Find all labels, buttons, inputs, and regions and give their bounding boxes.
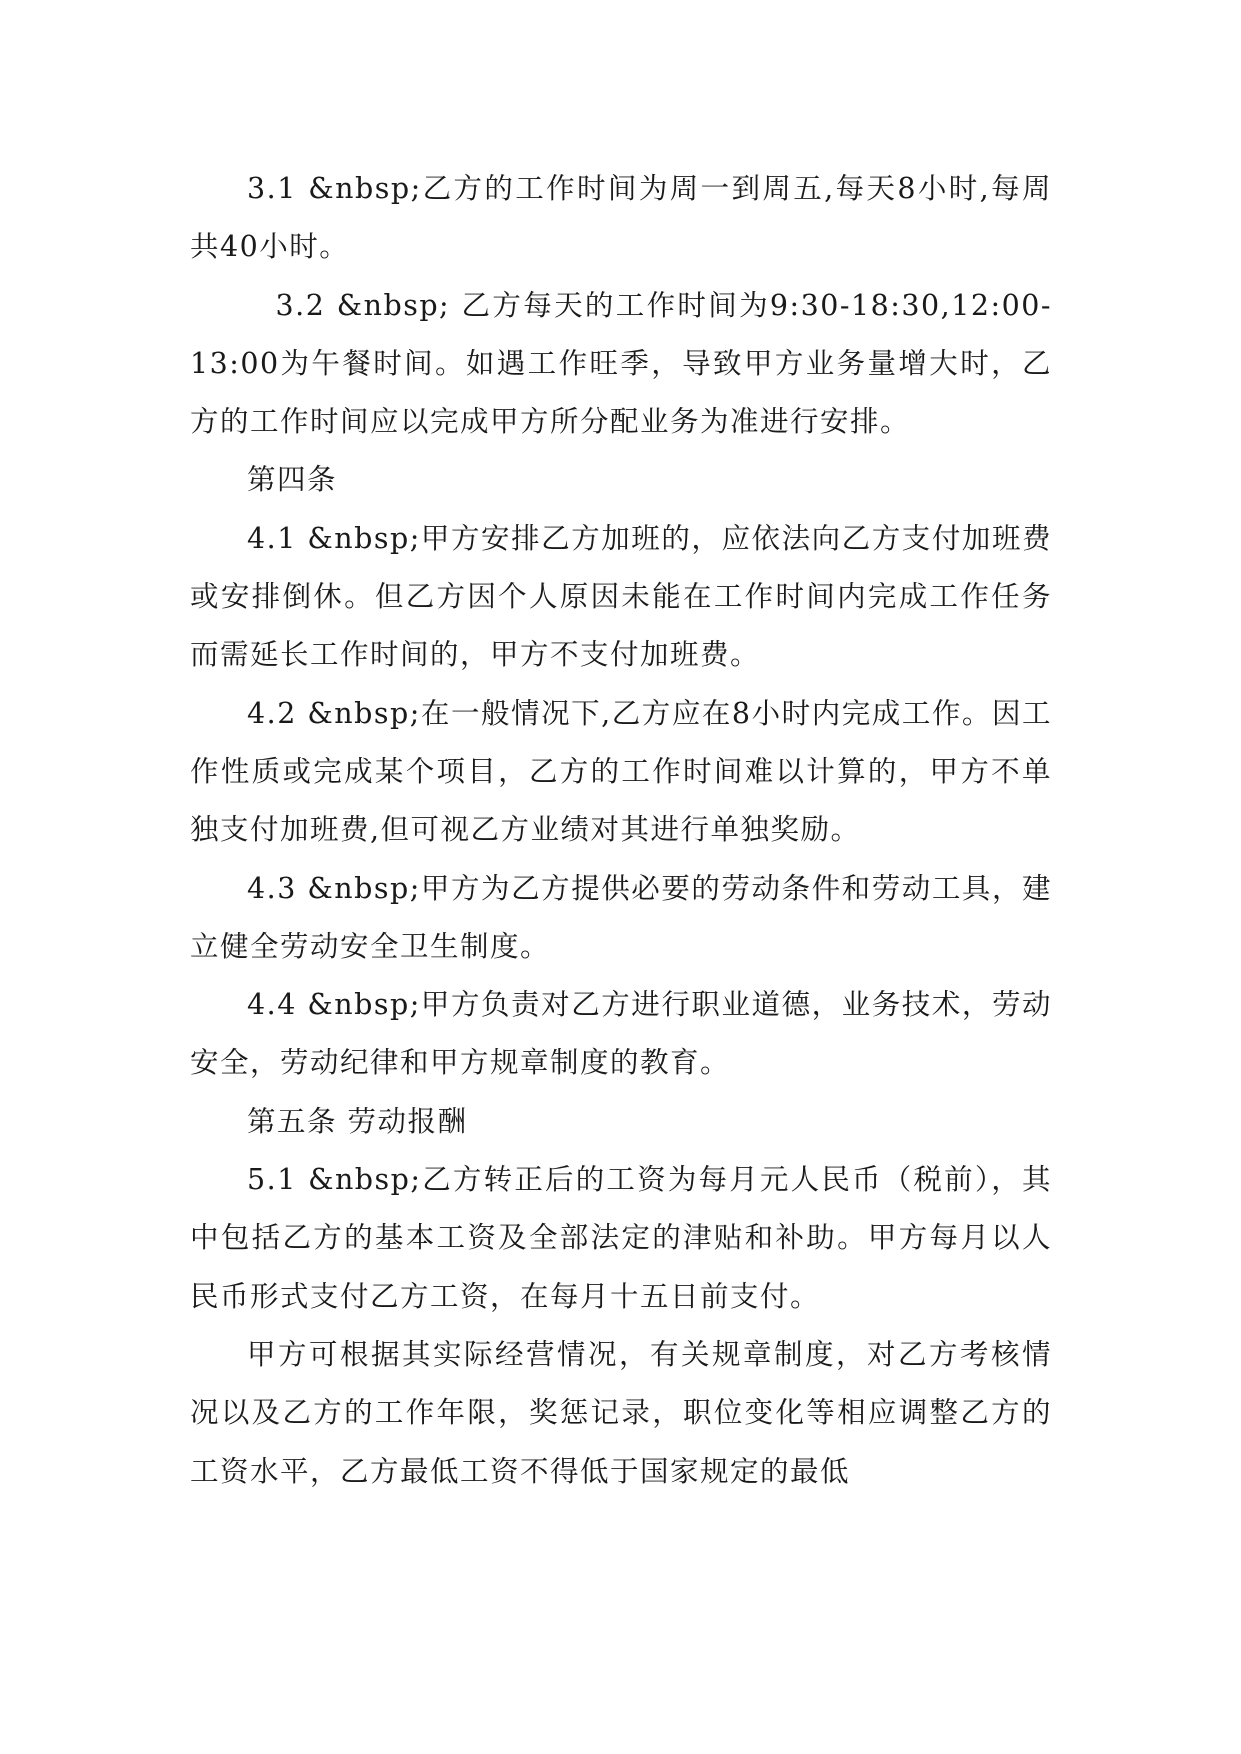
clause-4-4: 4.4 &nbsp;甲方负责对乙方进行职业道德，业务技术，劳动安全，劳动纪律和甲方规章制度的教育。 [190, 988, 1052, 1080]
clause-3-2: 3.2 &nbsp; 乙方每天的工作时间为9:30-18:30,12:00-13:00为午餐时间。如遇工作旺季，导致甲方业务量增大时，乙方的工作时间应以完成甲方所分配业务为准进行安排。 [190, 288, 1052, 439]
clause-4-3: 4.3 &nbsp;甲方为乙方提供必要的劳动条件和劳动工具，建立健全劳动安全卫生制度。 [190, 871, 1052, 963]
clause-4-1: 4.1 &nbsp;甲方安排乙方加班的，应依法向乙方支付加班费或安排倒休。但乙方因个人原因未能在工作时间内完成工作任务而需延长工作时间的，甲方不支付加班费。 [190, 521, 1052, 672]
clause-5-2: 甲方可根据其实际经营情况，有关规章制度，对乙方考核情况以及乙方的工作年限，奖惩记录，职位变化等相应调整乙方的工资水平，乙方最低工资不得低于国家规定的最低 [190, 1337, 1052, 1488]
clause-4-2: 4.2 &nbsp;在一般情况下,乙方应在8小时内完成工作。因工作性质或完成某个项目，乙方的工作时间难以计算的，甲方不单独支付加班费,但可视乙方业绩对其进行单独奖励。 [190, 696, 1052, 847]
article-5-heading: 第五条 劳动报酬 [247, 1104, 468, 1138]
article-4-heading: 第四条 [247, 463, 338, 497]
clause-3-1: 3.1 &nbsp;乙方的工作时间为周一到周五,每天8小时,每周共40小时。 [190, 172, 1052, 264]
document-body [190, 160, 1052, 1501]
clause-5-1: 5.1 &nbsp;乙方转正后的工资为每月元人民币（税前），其中包括乙方的基本工资及全部法定的津贴和补助。甲方每月以人民币形式支付乙方工资，在每月十五日前支付。 [190, 1163, 1052, 1313]
